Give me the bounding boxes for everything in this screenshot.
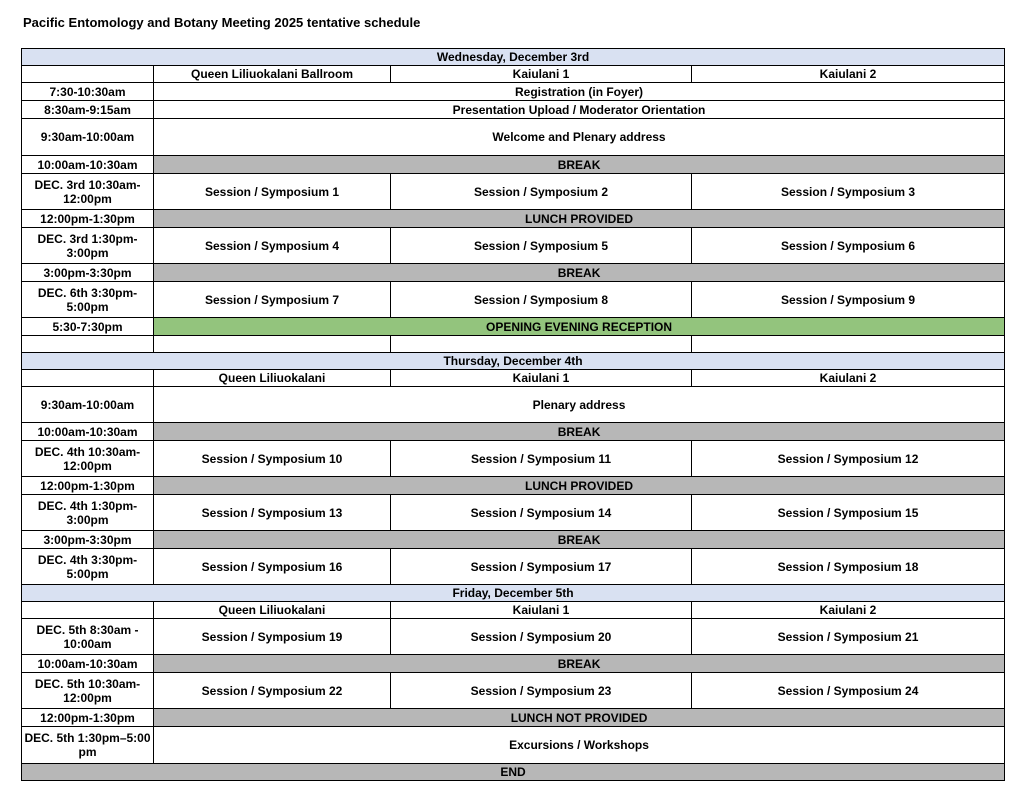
time-cell: 3:00pm-3:30pm bbox=[22, 264, 154, 282]
event-cell: Plenary address bbox=[154, 387, 1005, 423]
session-cell: Session / Symposium 7 bbox=[154, 282, 391, 318]
schedule-row bbox=[22, 727, 1005, 764]
event-cell: Presentation Upload / Moderator Orientation bbox=[154, 101, 1005, 119]
schedule-row bbox=[22, 264, 1005, 282]
room-header: Kaiulani 1 bbox=[391, 370, 692, 387]
session-cell: Session / Symposium 15 bbox=[692, 495, 1005, 531]
time-cell: 8:30am-9:15am bbox=[22, 101, 154, 119]
blank-cell bbox=[692, 336, 1005, 353]
room-header: Queen Liliuokalani bbox=[154, 602, 391, 619]
event-cell: Excursions / Workshops bbox=[154, 727, 1005, 764]
session-cell: Session / Symposium 3 bbox=[692, 174, 1005, 210]
session-cell: Session / Symposium 5 bbox=[391, 228, 692, 264]
time-cell: 3:00pm-3:30pm bbox=[22, 531, 154, 549]
time-cell: 12:00pm-1:30pm bbox=[22, 210, 154, 228]
schedule-row bbox=[22, 709, 1005, 727]
time-cell bbox=[22, 602, 154, 619]
time-cell: 9:30am-10:00am bbox=[22, 119, 154, 156]
time-cell: 10:00am-10:30am bbox=[22, 423, 154, 441]
session-cell: Session / Symposium 14 bbox=[391, 495, 692, 531]
time-cell bbox=[22, 370, 154, 387]
schedule-row bbox=[22, 477, 1005, 495]
break-cell: BREAK bbox=[154, 423, 1005, 441]
room-header: Kaiulani 2 bbox=[692, 66, 1005, 83]
reception-cell: OPENING EVENING RECEPTION bbox=[154, 318, 1005, 336]
blank-cell bbox=[22, 336, 154, 353]
room-header: Kaiulani 1 bbox=[391, 66, 692, 83]
session-cell: Session / Symposium 13 bbox=[154, 495, 391, 531]
event-cell: Welcome and Plenary address bbox=[154, 119, 1005, 156]
session-cell: Session / Symposium 8 bbox=[391, 282, 692, 318]
schedule-row bbox=[22, 764, 1005, 781]
schedule-row bbox=[22, 228, 1005, 264]
time-cell: DEC. 4th 1:30pm-3:00pm bbox=[22, 495, 154, 531]
schedule-row bbox=[22, 353, 1005, 370]
session-cell: Session / Symposium 19 bbox=[154, 619, 391, 655]
room-header: Kaiulani 2 bbox=[692, 602, 1005, 619]
end-cell: END bbox=[22, 764, 1005, 781]
session-cell: Session / Symposium 22 bbox=[154, 673, 391, 709]
break-cell: BREAK bbox=[154, 156, 1005, 174]
break-cell: BREAK bbox=[154, 264, 1005, 282]
time-cell: DEC. 3rd 10:30am-12:00pm bbox=[22, 174, 154, 210]
room-header: Kaiulani 1 bbox=[391, 602, 692, 619]
schedule-row bbox=[22, 655, 1005, 673]
room-header: Kaiulani 2 bbox=[692, 370, 1005, 387]
session-cell: Session / Symposium 21 bbox=[692, 619, 1005, 655]
page-title: Pacific Entomology and Botany Meeting 2025 tentative schedule bbox=[23, 15, 421, 30]
session-cell: Session / Symposium 2 bbox=[391, 174, 692, 210]
day-header: Friday, December 5th bbox=[22, 585, 1005, 602]
session-cell: Session / Symposium 10 bbox=[154, 441, 391, 477]
schedule-row bbox=[22, 156, 1005, 174]
schedule-row bbox=[22, 423, 1005, 441]
schedule-row bbox=[22, 387, 1005, 423]
schedule-row bbox=[22, 602, 1005, 619]
schedule-row bbox=[22, 549, 1005, 585]
schedule-row bbox=[22, 66, 1005, 83]
schedule-row bbox=[22, 210, 1005, 228]
time-cell: DEC. 3rd 1:30pm-3:00pm bbox=[22, 228, 154, 264]
session-cell: Session / Symposium 18 bbox=[692, 549, 1005, 585]
time-cell bbox=[22, 66, 154, 83]
time-cell: 12:00pm-1:30pm bbox=[22, 709, 154, 727]
schedule-row bbox=[22, 119, 1005, 156]
session-cell: Session / Symposium 9 bbox=[692, 282, 1005, 318]
time-cell: DEC. 5th 1:30pm–5:00 pm bbox=[22, 727, 154, 764]
schedule-row bbox=[22, 49, 1005, 66]
schedule-row bbox=[22, 83, 1005, 101]
time-cell: 10:00am-10:30am bbox=[22, 156, 154, 174]
schedule-row bbox=[22, 585, 1005, 602]
break-cell: LUNCH PROVIDED bbox=[154, 210, 1005, 228]
break-cell: LUNCH PROVIDED bbox=[154, 477, 1005, 495]
session-cell: Session / Symposium 4 bbox=[154, 228, 391, 264]
schedule-row bbox=[22, 441, 1005, 477]
schedule-row bbox=[22, 318, 1005, 336]
time-cell: 7:30-10:30am bbox=[22, 83, 154, 101]
event-cell: Registration (in Foyer) bbox=[154, 83, 1005, 101]
day-header: Thursday, December 4th bbox=[22, 353, 1005, 370]
blank-cell bbox=[391, 336, 692, 353]
schedule-row bbox=[22, 101, 1005, 119]
session-cell: Session / Symposium 11 bbox=[391, 441, 692, 477]
schedule-row bbox=[22, 282, 1005, 318]
time-cell: 9:30am-10:00am bbox=[22, 387, 154, 423]
session-cell: Session / Symposium 6 bbox=[692, 228, 1005, 264]
break-cell: BREAK bbox=[154, 655, 1005, 673]
session-cell: Session / Symposium 17 bbox=[391, 549, 692, 585]
break-cell: BREAK bbox=[154, 531, 1005, 549]
time-cell: 5:30-7:30pm bbox=[22, 318, 154, 336]
session-cell: Session / Symposium 1 bbox=[154, 174, 391, 210]
time-cell: DEC. 6th 3:30pm-5:00pm bbox=[22, 282, 154, 318]
schedule-row bbox=[22, 673, 1005, 709]
schedule-row bbox=[22, 336, 1005, 353]
session-cell: Session / Symposium 16 bbox=[154, 549, 391, 585]
blank-cell bbox=[154, 336, 391, 353]
schedule-row bbox=[22, 531, 1005, 549]
time-cell: DEC. 5th 10:30am-12:00pm bbox=[22, 673, 154, 709]
time-cell: DEC. 4th 10:30am-12:00pm bbox=[22, 441, 154, 477]
time-cell: DEC. 5th 8:30am - 10:00am bbox=[22, 619, 154, 655]
room-header: Queen Liliuokalani bbox=[154, 370, 391, 387]
schedule-table bbox=[21, 48, 1005, 781]
session-cell: Session / Symposium 12 bbox=[692, 441, 1005, 477]
session-cell: Session / Symposium 20 bbox=[391, 619, 692, 655]
schedule-row bbox=[22, 370, 1005, 387]
session-cell: Session / Symposium 23 bbox=[391, 673, 692, 709]
room-header: Queen Liliuokalani Ballroom bbox=[154, 66, 391, 83]
time-cell: 12:00pm-1:30pm bbox=[22, 477, 154, 495]
schedule-row bbox=[22, 495, 1005, 531]
break-cell: LUNCH NOT PROVIDED bbox=[154, 709, 1005, 727]
schedule-row bbox=[22, 619, 1005, 655]
time-cell: 10:00am-10:30am bbox=[22, 655, 154, 673]
time-cell: DEC. 4th 3:30pm-5:00pm bbox=[22, 549, 154, 585]
day-header: Wednesday, December 3rd bbox=[22, 49, 1005, 66]
session-cell: Session / Symposium 24 bbox=[692, 673, 1005, 709]
schedule-row bbox=[22, 174, 1005, 210]
